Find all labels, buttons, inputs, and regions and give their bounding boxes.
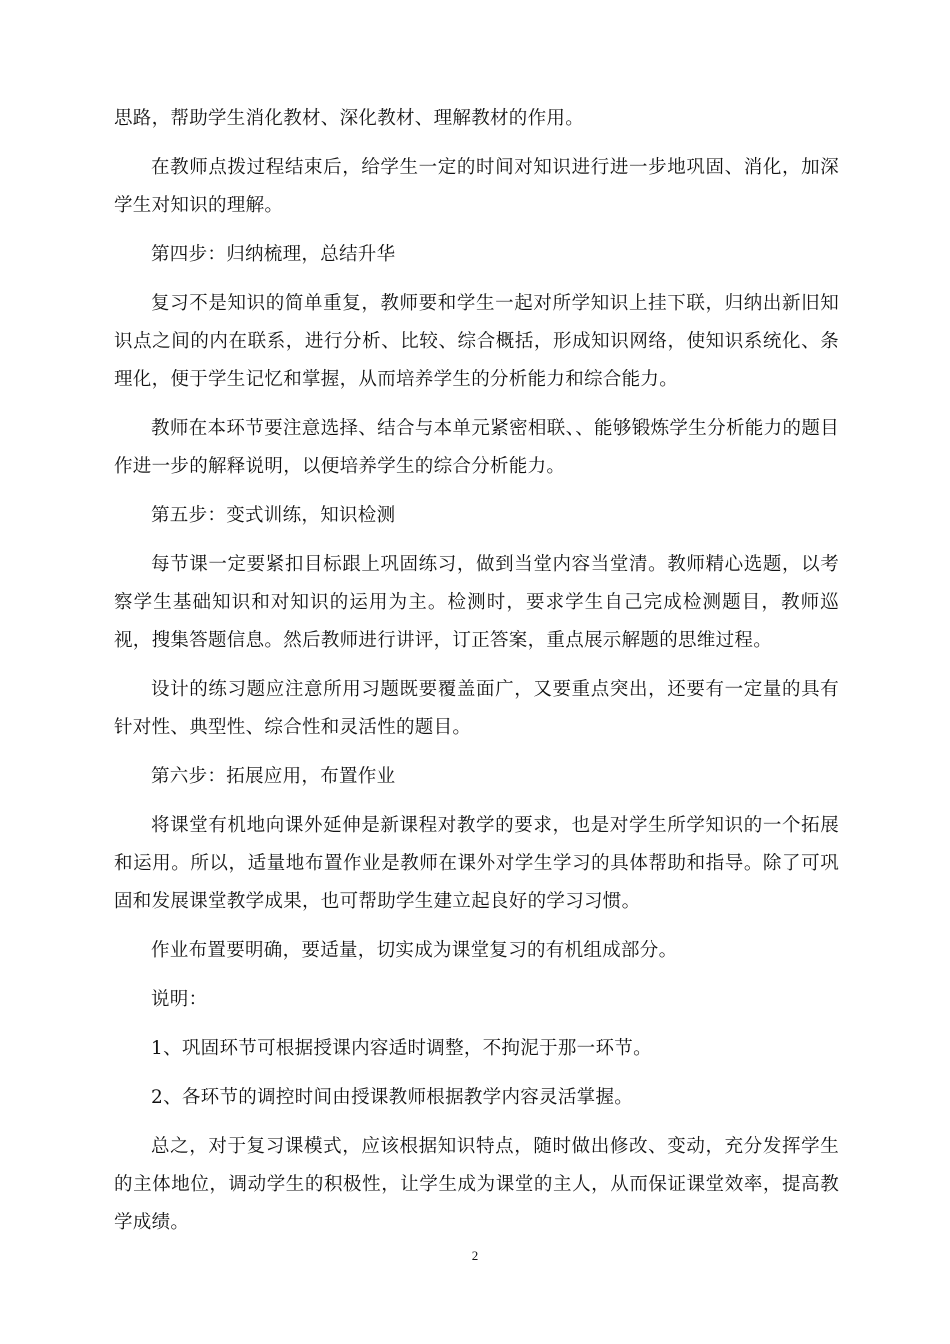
note-item-2: 2、各环节的调控时间由授课教师根据教学内容灵活掌握。 [151, 1087, 634, 1108]
conclusion-paragraph: 总之，对于复习课模式，应该根据知识特点，随时做出修改、变动，充分发挥学生的主体地位，调动学生的积极性，让学生成为课堂的主人，从而保证课堂效率，提高教学成绩。 [114, 1136, 839, 1233]
paragraph-continuation: 思路，帮助学生消化教材、深化教材、理解教材的作用。 [114, 108, 585, 129]
notes-heading: 说明： [151, 989, 208, 1010]
note-item-1: 1、巩固环节可根据授课内容适时调整，不拘泥于那一环节。 [151, 1038, 652, 1059]
step-heading-6: 第六步：拓展应用，布置作业 [151, 766, 396, 787]
page-body [114, 100, 839, 1253]
paragraph: 每节课一定要紧扣目标跟上巩固练习，做到当堂内容当堂清。教师精心选题，以考察学生基础知识和对知识的运用为主。检测时，要求学生自己完成检测题目，教师巡视，搜集答题信息。然后教师进行讲评，订正答案，重点展示解题的思维过程。 [114, 554, 839, 651]
paragraph: 复习不是知识的简单重复，教师要和学生一起对所学知识上挂下联，归纳出新旧知识点之间的内在联系，进行分析、比较、综合概括，形成知识网络，使知识系统化、条理化，便于学生记忆和掌握，从而培养学生的分析能力和综合能力。 [114, 293, 839, 390]
paragraph: 在教师点拨过程结束后，给学生一定的时间对知识进行进一步地巩固、消化，加深学生对知识的理解。 [114, 157, 839, 216]
paragraph: 设计的练习题应注意所用习题既要覆盖面广，又要重点突出，还要有一定量的具有针对性、典型性、综合性和灵活性的题目。 [114, 679, 839, 738]
paragraph: 作业布置要明确，要适量，切实成为课堂复习的有机组成部分。 [151, 940, 678, 961]
paragraph: 将课堂有机地向课外延伸是新课程对教学的要求，也是对学生所学知识的一个拓展和运用。所以，适量地布置作业是教师在课外对学生学习的具体帮助和指导。除了可巩固和发展课堂教学成果，也可帮助学生建立起良好的学习习惯。 [114, 815, 839, 912]
paragraph: 教师在本环节要注意选择、结合与本单元紧密相联、、能够锻炼学生分析能力的题目作进一步的解释说明，以便培养学生的综合分析能力。 [114, 418, 839, 477]
page-number: 2 [471, 1248, 479, 1263]
step-heading-4: 第四步：归纳梳理，总结升华 [151, 244, 396, 265]
step-heading-5: 第五步：变式训练，知识检测 [151, 505, 396, 526]
